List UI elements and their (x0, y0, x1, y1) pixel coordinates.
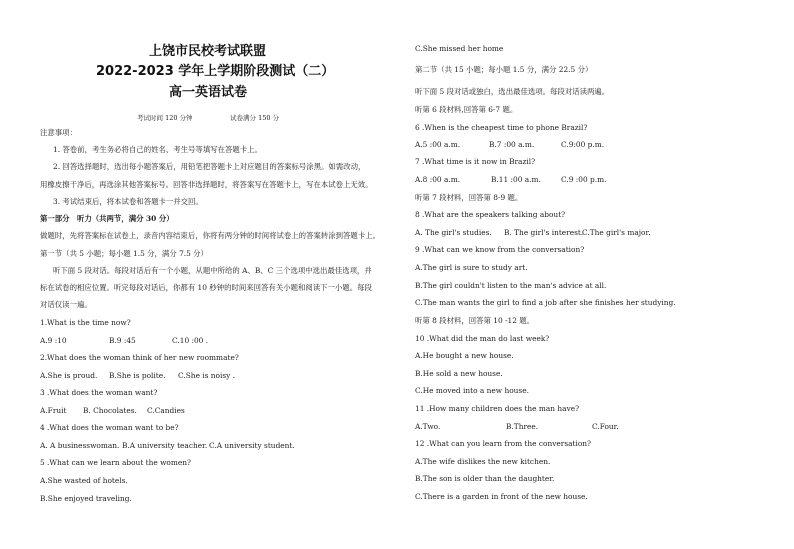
question-5: 5 .What can we learn about the women? (40, 458, 191, 467)
question-8: 8 .What are the speakers talking about? (415, 210, 566, 219)
q12-option-b[interactable]: B.The son is older than the daughter. (415, 474, 555, 483)
question-3: 3 .What does the woman want? (40, 388, 158, 397)
question-9: 9 .What can we know from the conversation? (415, 245, 585, 254)
q4-option-c[interactable]: C.A university student. (209, 441, 295, 450)
q10-option-a[interactable]: A.He bought a new house. (415, 351, 514, 360)
q6-option-c[interactable]: C.9:00 p.m. (561, 140, 605, 149)
q1-option-a[interactable]: A.9 :10 (40, 336, 67, 345)
q9-option-b[interactable]: B.The girl couldn't listen to the man's advice at all. (415, 281, 607, 290)
q10-option-c[interactable]: C.He moved into a new house. (415, 386, 529, 395)
q7-option-a[interactable]: A.8 :00 a.m. (415, 175, 461, 184)
note-line: 3. 考试结束后，将本试卷和答题卡一并交回。 (53, 197, 203, 206)
q11-option-a[interactable]: A.Two. (415, 422, 441, 431)
q5-option-b[interactable]: B.She enjoyed traveling. (40, 494, 132, 503)
q7-option-c[interactable]: C.9 :00 p.m. (561, 175, 607, 184)
q11-option-b[interactable]: B.Three. (506, 422, 539, 431)
section1-instr: 听下面 5 段对话。每段对话后有一个小题，从题中所给的 A、B、C 三个选项中选出最佳选项，并 (53, 266, 372, 275)
question-10: 10 .What did the man do last week? (415, 334, 550, 343)
question-6: 6 .When is the cheapest time to phone Brazil? (415, 123, 588, 132)
q9-option-a[interactable]: A.The girl is sure to study art. (415, 263, 528, 272)
q4-option-a[interactable]: A. A businesswoman. (40, 441, 120, 450)
q11-option-c[interactable]: C.Four. (592, 422, 619, 431)
notes-title: 注意事项： (40, 128, 77, 137)
q3-option-c[interactable]: C.Candies (147, 406, 185, 415)
q10-option-b[interactable]: B.He sold a new house. (415, 369, 503, 378)
q5-option-a[interactable]: A.She wasted of hotels. (40, 476, 128, 485)
section2-instr: 听下面 5 段对话或独白，选出最佳选项。每段对话读两遍。 (415, 87, 610, 96)
note-line: 1. 答卷前，考生务必将自己的姓名、考生号等填写在答题卡上。 (53, 145, 262, 154)
q1-option-c[interactable]: C.10 :00 . (172, 336, 209, 345)
q2-option-b[interactable]: B.She is polite. (109, 371, 166, 380)
question-11: 11 .How many children does the man have? (415, 404, 580, 413)
part1-intro: 做题时，先将答案标在试卷上，录音内容结束后，你将有两分钟的时间将试卷上的答案转涂到答题卡上。 (40, 231, 380, 240)
q7-option-b[interactable]: B.11 :00 a.m. (491, 175, 541, 184)
q8-option-b[interactable]: B. The girl's interest. (504, 228, 584, 237)
q2-option-a[interactable]: A.She is proud. (40, 371, 98, 380)
q1-option-b[interactable]: B.9 :45 (109, 336, 136, 345)
section2-heading: 第二节（共 15 小题；每小题 1.5 分，满分 22.5 分） (415, 65, 593, 74)
exam-score: 试卷满分 150 分 (230, 114, 280, 122)
q6-option-a[interactable]: A.5 :00 a.m. (415, 140, 461, 149)
section1-instr: 对话仅读一遍。 (40, 300, 92, 309)
subject-title: 高一英语试卷 (169, 85, 248, 100)
q6-option-b[interactable]: B.7 :00 a.m. (489, 140, 535, 149)
note-line: 2. 回答选择题时，选出每小题答案后，用铅笔把答题卡上对应题目的答案标号涂黑。如需改动， (53, 162, 366, 171)
q2-option-c[interactable]: C.She is noisy . (178, 371, 236, 380)
part1-heading: 第一部分 听力（共两节，满分 30 分） (40, 214, 174, 223)
q5-option-c[interactable]: C.She missed her home (415, 44, 504, 53)
q9-option-c[interactable]: C.The man wants the girl to find a job after she finishes her studying. (415, 298, 676, 307)
section1-heading: 第一节（共 5 小题；每小题 1.5 分，满分 7.5 分） (40, 249, 208, 258)
question-7: 7 .What time is it now in Brazil? (415, 157, 536, 166)
q12-option-a[interactable]: A.The wife dislikes the new kitchen. (415, 457, 551, 466)
material-8-heading: 听第 8 段材料，回答第 10 -12 题。 (415, 316, 535, 325)
material-6-heading: 听第 6 段材料,回答第 6-7 题。 (415, 105, 518, 114)
q3-option-b[interactable]: B. Chocolates. (83, 406, 137, 415)
q4-option-b[interactable]: B.A university teacher. (122, 441, 208, 450)
question-12: 12 .What can you learn from the conversation? (415, 439, 592, 448)
question-4: 4 .What does the woman want to be? (40, 423, 179, 432)
question-1: 1.What is the time now? (40, 318, 131, 327)
section1-instr: 标在试卷的相应位置。听完每段对话后，你都有 10 秒钟的时间来回答有关小题和阅读下一小题。每段 (40, 283, 372, 292)
q8-option-a[interactable]: A. The girl's studies. (415, 228, 492, 237)
alliance-title: 上饶市民校考试联盟 (149, 44, 267, 59)
q8-option-c[interactable]: C.The girl's major. (582, 228, 651, 237)
exam-title: 2022-2023 学年上学期阶段测试（二） (96, 64, 335, 79)
q3-option-a[interactable]: A.Fruit (40, 406, 67, 415)
note-line: 用橡皮擦干净后，再选涂其他答案标号。回答非选择题时，将答案写在答题卡上，写在本试卷上无效。 (40, 180, 373, 189)
q12-option-c[interactable]: C.There is a garden in front of the new house. (415, 492, 588, 501)
question-2: 2.What does the woman think of her new roommate? (40, 353, 239, 362)
exam-time: 考试时间 120 分钟 (137, 114, 193, 122)
material-7-heading: 听第 7 段材料，回答第 8-9 题。 (415, 193, 523, 202)
